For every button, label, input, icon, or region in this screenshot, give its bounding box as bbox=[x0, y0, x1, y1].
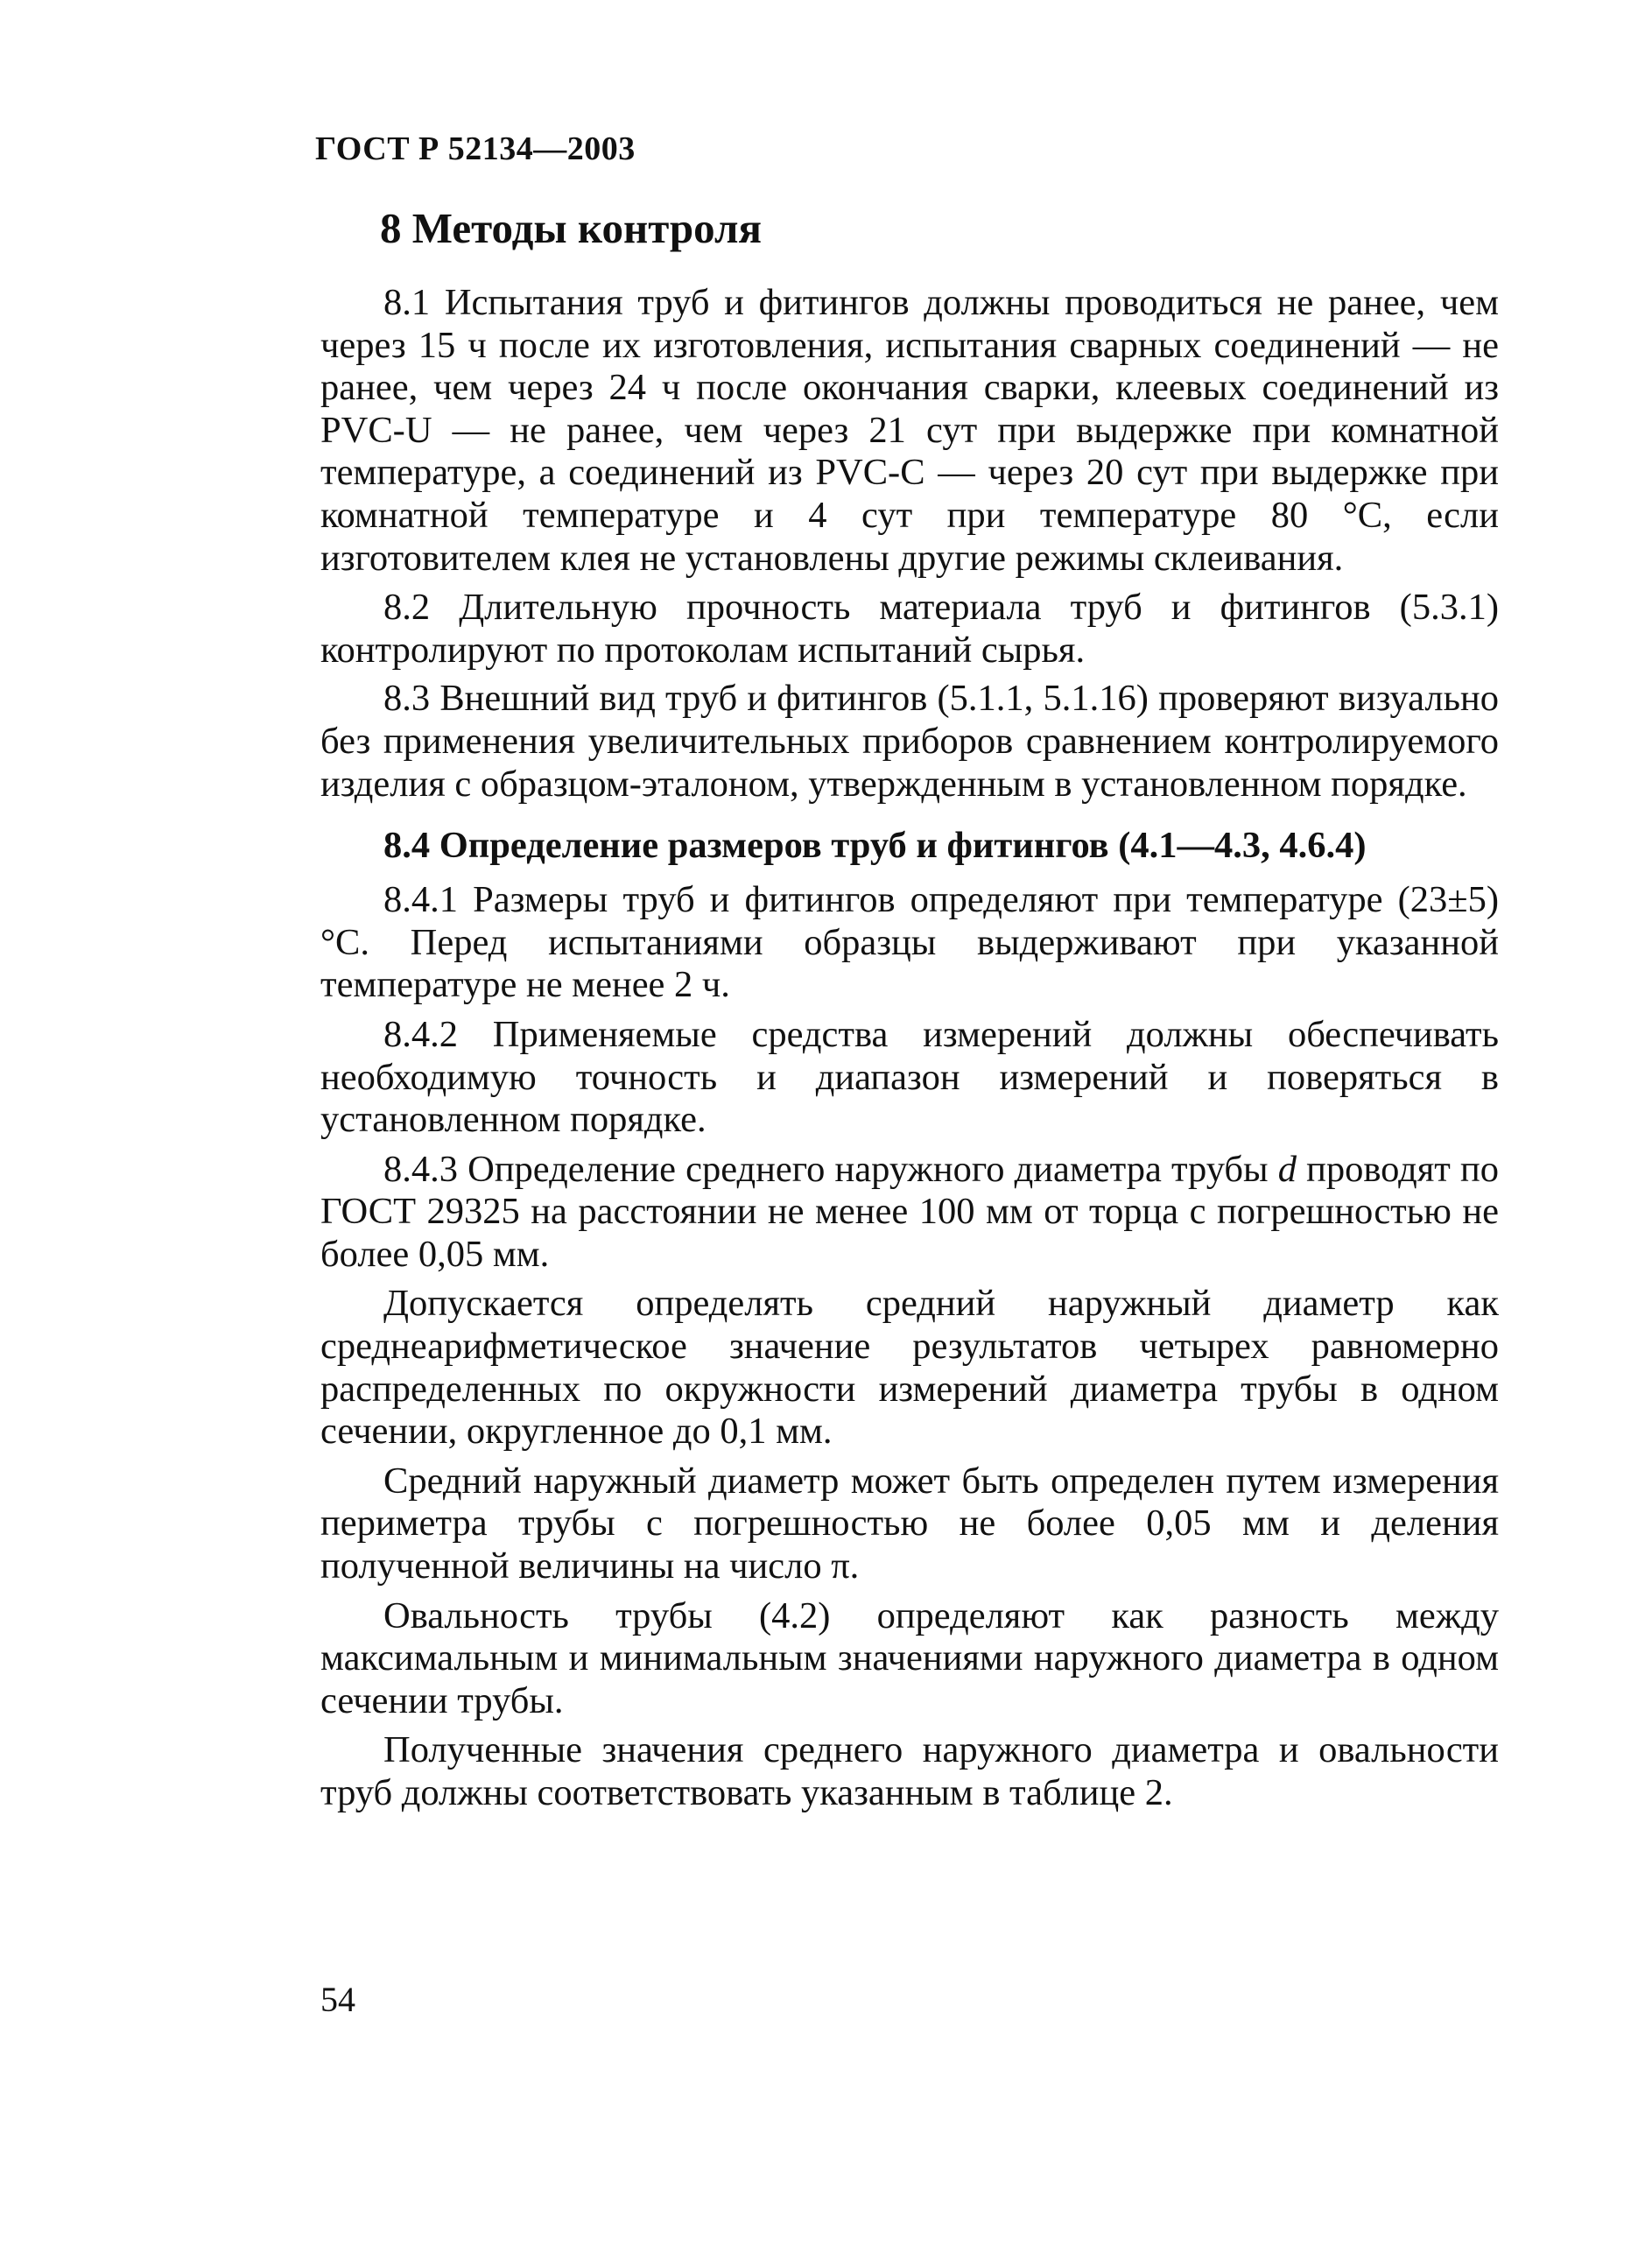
paragraph-result: Полученные значения среднего наружного диаметра и овальности труб должны соответствовать указанным в таблице 2. bbox=[320, 1729, 1499, 1813]
paragraph-allowed-method: Допускается определять средний наружный диаметр как среднеарифметическое значение результатов четырех равномерно распределенных по окружности измерений диаметра трубы в одном сечении, округленное до 0,1 мм. bbox=[320, 1283, 1499, 1453]
body-text bbox=[320, 282, 1499, 1822]
document-code: ГОСТ Р 52134—2003 bbox=[315, 130, 636, 167]
paragraph-ovality: Овальность трубы (4.2) определяют как разность между максимальным и минимальным значениями наружного диаметра в одном сечении трубы. bbox=[320, 1594, 1499, 1721]
paragraph-8-4-3 bbox=[320, 1149, 1499, 1277]
paragraph-8-4-2: 8.4.2 Применяемые средства измерений должны обеспечивать необходимую точность и диапазон измерений и поверяться в установленном порядке. bbox=[320, 1013, 1499, 1141]
paragraph-perimeter-method: Средний наружный диаметр может быть определен путем измерения периметра трубы с погрешностью не более 0,05 мм и деления полученной величины на число π. bbox=[320, 1460, 1499, 1587]
paragraph-8-2: 8.2 Длительную прочность материала труб и фитингов (5.3.1) контролируют по протоколам испытаний сырья. bbox=[320, 587, 1499, 671]
paragraph-8-1: 8.1 Испытания труб и фитингов должны проводиться не ранее, чем через 15 ч после их изготовления, испытания сварных соединений — не ранее, чем через 24 ч после окончания сварки, клеевых соединений из PVC-U — не ранее, чем через 21 сут при выдержке при комнатной температуре, а соединений из PVC-C — через 20 сут при выдержке при комнатной температуре и 4 сут при температуре 80 °С, если изготовителем клея не установлены другие режимы склеивания. bbox=[320, 282, 1499, 579]
paragraph-8-4-1: 8.4.1 Размеры труб и фитингов определяют при температуре (23±5) °С. Перед испытаниями образцы выдерживают при указанной температуре не менее 2 ч. bbox=[320, 879, 1499, 1006]
paragraph-8-4-3-part-a: 8.4.3 Определение среднего наружного диаметра трубы bbox=[383, 1148, 1278, 1190]
paragraph-8-4-3-part-b: проводят по ГОСТ 29325 на расстоянии не менее 100 мм от торца с погрешностью не более 0,05 мм. bbox=[320, 1148, 1499, 1275]
section-title: 8 Методы контроля bbox=[380, 204, 762, 252]
diameter-variable: d bbox=[1277, 1148, 1297, 1190]
paragraph-8-3: 8.3 Внешний вид труб и фитингов (5.1.1, 5.1.16) проверяют визуально без применения увеличительных приборов сравнением контролируемого изделия с образцом-эталоном, утвержденным в установленном порядке. bbox=[320, 678, 1499, 805]
page-number: 54 bbox=[320, 1980, 355, 2019]
subsection-title: 8.4 Определение размеров труб и фитингов (4.1—4.3, 4.6.4) bbox=[383, 825, 1367, 867]
